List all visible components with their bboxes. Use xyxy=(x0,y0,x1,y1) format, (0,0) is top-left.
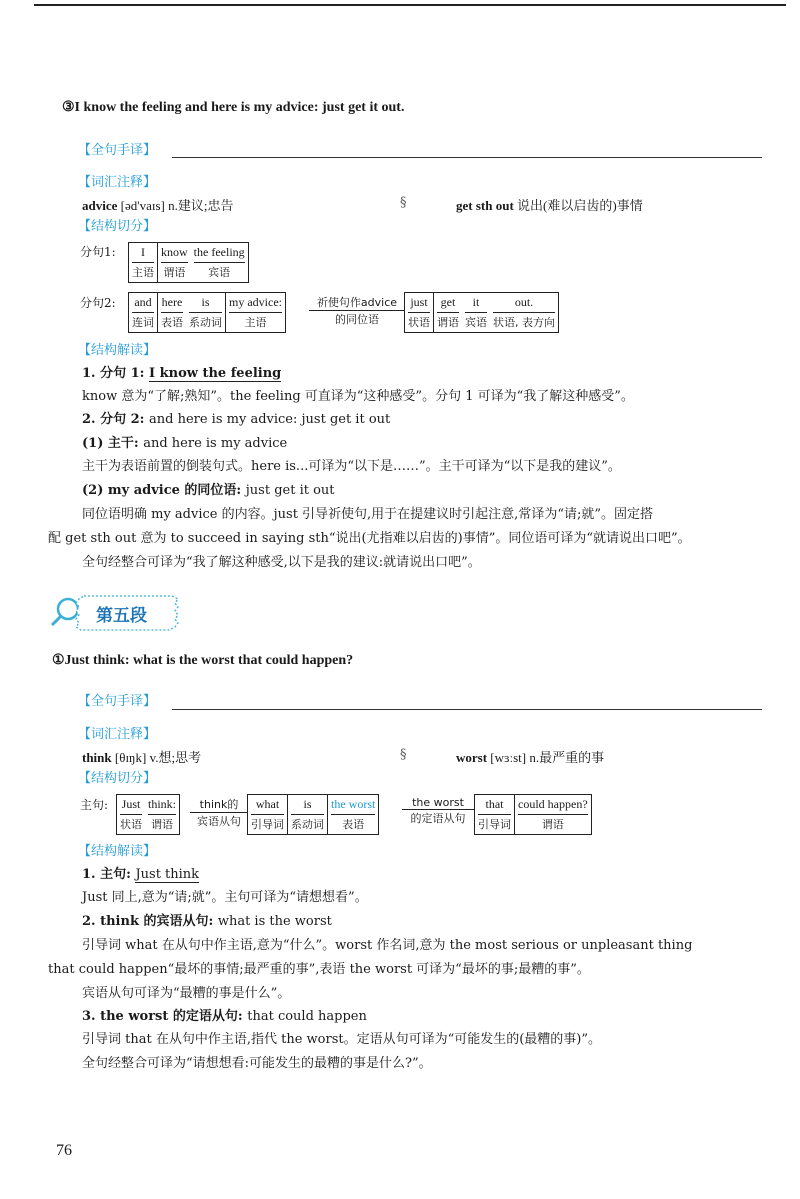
struct-cell: I 主语 xyxy=(129,243,158,282)
vocab-ipa: [θɪŋk] xyxy=(114,750,147,765)
vocab-entry-worst xyxy=(456,747,604,766)
translation-fill-line[interactable] xyxy=(172,709,762,710)
label-vocab: 【词汇注释】 xyxy=(78,727,157,742)
label-full-translation: 【全句手译】 xyxy=(78,143,157,158)
vocab-word: get sth out xyxy=(456,198,514,213)
struct-cell: Just 状语 xyxy=(117,795,145,834)
reading-1-body: Just 同上,意为“请;就”。主句可译为“请想想看”。 xyxy=(82,890,368,905)
main-clause-structure xyxy=(116,794,180,835)
struct-cell: think: 谓语 xyxy=(145,795,179,834)
vocab-ipa: [wɜːst] xyxy=(490,750,527,765)
struct-cell: know 谓语 xyxy=(158,243,191,282)
label-reading: 【结构解读】 xyxy=(78,343,157,358)
reading-3-body: 主干为表语前置的倒装句式。here is...可译为“以下是……”。主干可译为“以下是我的建议”。 xyxy=(82,459,621,474)
struct-cell: here 表语 xyxy=(158,293,186,332)
main-clause-label: 主句: xyxy=(80,798,109,812)
object-clause-structure xyxy=(247,794,379,835)
vocab-entry-think xyxy=(82,747,201,766)
appositive-arrow: 祈使句作advice 的同位语 xyxy=(309,294,405,327)
label-structure: 【结构切分】 xyxy=(78,771,157,786)
vocab-ipa: [əd'vaɪs] xyxy=(120,198,165,213)
label-reading: 【结构解读】 xyxy=(78,844,157,859)
vocab-separator-icon: § xyxy=(400,747,407,762)
struct-cell: that 引导词 xyxy=(475,795,515,834)
reading-1-body: know 意为“了解;熟知”。the feeling 可直译为“这种感受”。分句 1 可译为“我了解这种感受”。 xyxy=(82,389,634,404)
reading-4-body-2: 配 get sth out 意为 to succeed in saying sth“说出(尤指难以启齿的)事情”。同位语可译为“就请说出口吧”。 xyxy=(48,531,691,546)
reading-4-title: (2) my advice 的同位语: just get it out xyxy=(82,483,335,498)
reading-2-body-1: 引导词 what 在从句中作主语,意为“什么”。worst 作名词,意为 the most serious or unpleasant thing xyxy=(82,938,693,953)
clause1-structure xyxy=(128,242,249,283)
translation-fill-line[interactable] xyxy=(172,157,762,158)
struct-cell: it 宾语 xyxy=(462,293,490,332)
reading-2-body-3: 宾语从句可译为“最糟的事是什么”。 xyxy=(82,986,291,1001)
reading-3-title: (1) 主干: and here is my advice xyxy=(82,436,288,451)
top-rule xyxy=(34,4,786,6)
clause2-structure xyxy=(128,292,286,333)
struct-cell: the worst 表语 xyxy=(328,795,378,834)
section-heading xyxy=(48,590,188,640)
struct-cell: and 连词 xyxy=(129,293,158,332)
struct-cell: out. 状语, 表方向 xyxy=(490,293,558,332)
reading-2-title: 2. think 的宾语从句: what is the worst xyxy=(82,914,332,929)
reading-2-title: 2. 分句 2: and here is my advice: just get it out xyxy=(82,412,391,427)
page-number: 76 xyxy=(56,1142,72,1159)
struct-cell: is 系动词 xyxy=(186,293,226,332)
vocab-def: v.想;思考 xyxy=(149,750,202,765)
relative-clause-arrow: the worst 的定语从句 xyxy=(402,796,474,826)
struct-cell: is 系动词 xyxy=(288,795,328,834)
vocab-word: think xyxy=(82,750,112,765)
vocab-word: advice xyxy=(82,198,118,213)
label-structure: 【结构切分】 xyxy=(78,219,157,234)
vocab-entry-get-sth-out xyxy=(456,195,643,214)
label-full-translation: 【全句手译】 xyxy=(78,694,157,709)
struct-cell: the feeling 宾语 xyxy=(191,243,248,282)
clause2-label: 分句2: xyxy=(80,296,116,310)
struct-cell: just 状语 xyxy=(405,293,434,332)
reading-3-body-2: 全句经整合可译为“请想想看:可能发生的最糟的事是什么?”。 xyxy=(82,1056,432,1071)
clause2-appositive-structure xyxy=(404,292,559,333)
struct-cell: could happen? 谓语 xyxy=(515,795,591,834)
clause1-label: 分句1: xyxy=(80,245,116,259)
struct-cell: my advice: 主语 xyxy=(226,293,285,332)
relative-clause-structure xyxy=(474,794,592,835)
reading-4-body-1: 同位语明确 my advice 的内容。just 引导祈使句,用于在提建议时引起注意,常译为“请;就”。固定搭 xyxy=(82,507,653,522)
reading-5-body: 全句经整合可译为“我了解这种感受,以下是我的建议:就请说出口吧”。 xyxy=(82,555,481,570)
vocab-def: n.建议;忠告 xyxy=(168,198,234,213)
reading-3-body-1: 引导词 that 在从句中作主语,指代 the worst。定语从句可译为“可能发生的(最糟的事)”。 xyxy=(82,1032,602,1047)
struct-cell: get 谓语 xyxy=(434,293,462,332)
struct-cell: what 引导词 xyxy=(248,795,288,834)
vocab-separator-icon: § xyxy=(400,195,407,210)
reading-1-title: 1. 主句: Just think xyxy=(82,867,200,882)
vocab-word: worst xyxy=(456,750,488,765)
vocab-entry-advice xyxy=(82,195,233,214)
object-clause-arrow: think的 宾语从句 xyxy=(190,796,248,829)
label-vocab: 【词汇注释】 xyxy=(78,175,157,190)
sentence-1: ①Just think: what is the worst that could happen? xyxy=(52,653,354,668)
reading-1-title: 1. 分句 1: I know the feeling xyxy=(82,366,282,381)
sentence-3: ③I know the feeling and here is my advice: just get it out. xyxy=(62,100,405,115)
reading-2-body-2: that could happen“最坏的事情;最严重的事”,表语 the worst 可译为“最坏的事;最糟的事”。 xyxy=(48,962,590,977)
reading-3-title: 3. the worst 的定语从句: that could happen xyxy=(82,1009,367,1024)
vocab-def: n.最严重的事 xyxy=(529,750,605,765)
section-heading-text: 第五段 xyxy=(96,606,147,626)
vocab-def: 说出(难以启齿的)事情 xyxy=(517,198,643,213)
